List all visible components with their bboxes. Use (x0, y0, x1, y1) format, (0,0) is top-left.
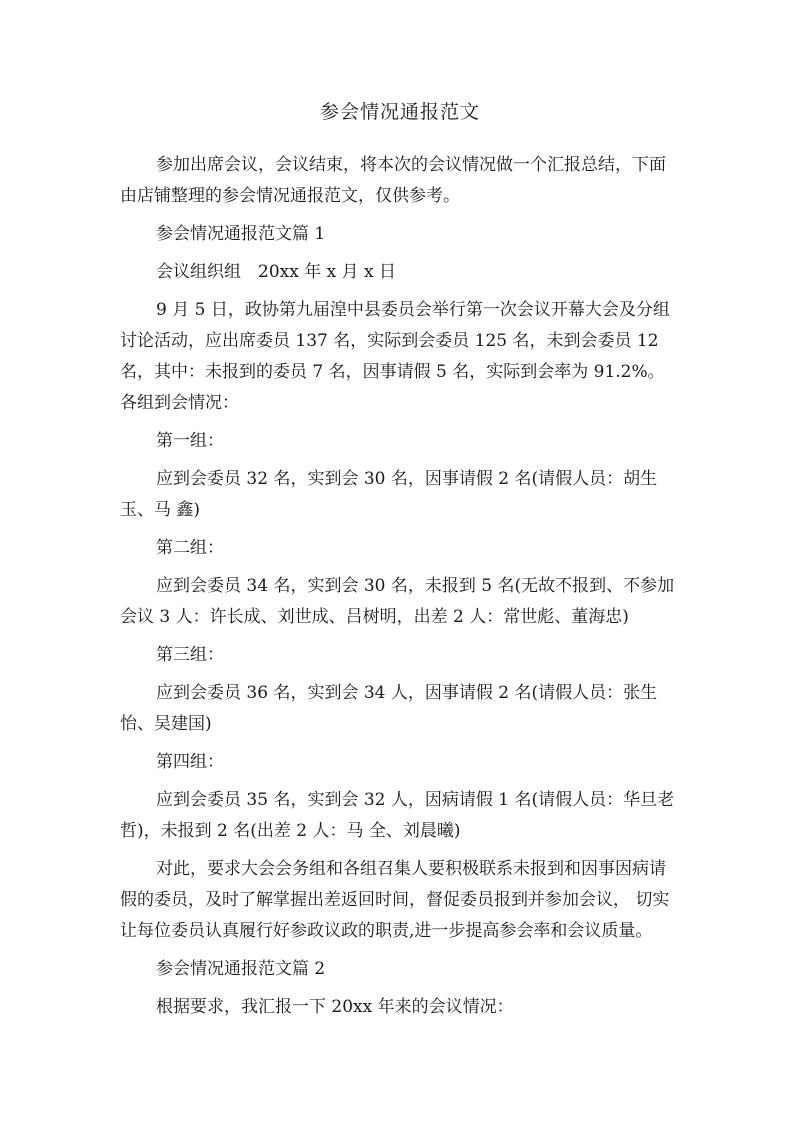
paragraph-group-2-heading: 第二组： (156, 538, 224, 558)
document-title: 参会情况通报范文 (319, 101, 480, 123)
paragraph-group-2-detail: 应到会委员 34 名，实到会 30 名，未报到 5 名(无故不报到、不参加会议 3 人：许长成、刘世成、吕树明，出差 2 人：常世彪、董海忠) (120, 576, 675, 627)
paragraph-attendance-summary: 9 月 5 日，政协第九届湟中县委员会举行第一次会议开幕大会及分组讨论活动，应出席委员 137 名，实际到会委员 125 名，未到会委员 12 名，其中：未报到的委员 7 名，因事请假 5 名，实际到会率为 91.2%。 各组到会情况： (120, 300, 670, 413)
paragraph-section-2-heading: 参会情况通报范文篇 2 (156, 959, 326, 979)
paragraph-section-1-heading: 参会情况通报范文篇 1 (156, 224, 326, 244)
paragraph-group-1-heading: 第一组： (156, 431, 224, 451)
paragraph-group-3-detail: 应到会委员 36 名，实到会 34 人，因事请假 2 名(请假人员：张生怡、吴建国) (120, 683, 658, 734)
paragraph-follow-up-requirements: 对此，要求大会会务组和各组召集人要积极联系未报到和因事因病请假的委员，及时了解掌握出差返回时间，督促委员报到并参加会议， 切实让每位委员认真履行好参政议政的职责,进一步提高参会率和会议质量。 (120, 859, 670, 941)
paragraph-group-3-heading: 第三组： (156, 645, 224, 665)
document-body (120, 150, 680, 1030)
paragraph-section-2-intro: 根据要求，我汇报一下 20xx 年来的会议情况： (156, 997, 514, 1017)
paragraph-group-4-heading: 第四组： (156, 752, 224, 772)
paragraph-group-4-detail: 应到会委员 35 名，实到会 32 人，因病请假 1 名(请假人员：华旦老哲)，未报到 2 名(出差 2 人：马 全、刘晨曦) (120, 790, 675, 841)
paragraph-organizer-date: 会议组织组 20xx 年 x 月 x 日 (156, 262, 397, 282)
paragraph-group-1-detail: 应到会委员 32 名，实到会 30 名，因事请假 2 名(请假人员：胡生玉、马 鑫) (120, 469, 658, 520)
paragraph-intro: 参加出席会议，会议结束，将本次的会议情况做一个汇报总结，下面由店铺整理的参会情况通报范文，仅供参考。 (120, 155, 666, 206)
